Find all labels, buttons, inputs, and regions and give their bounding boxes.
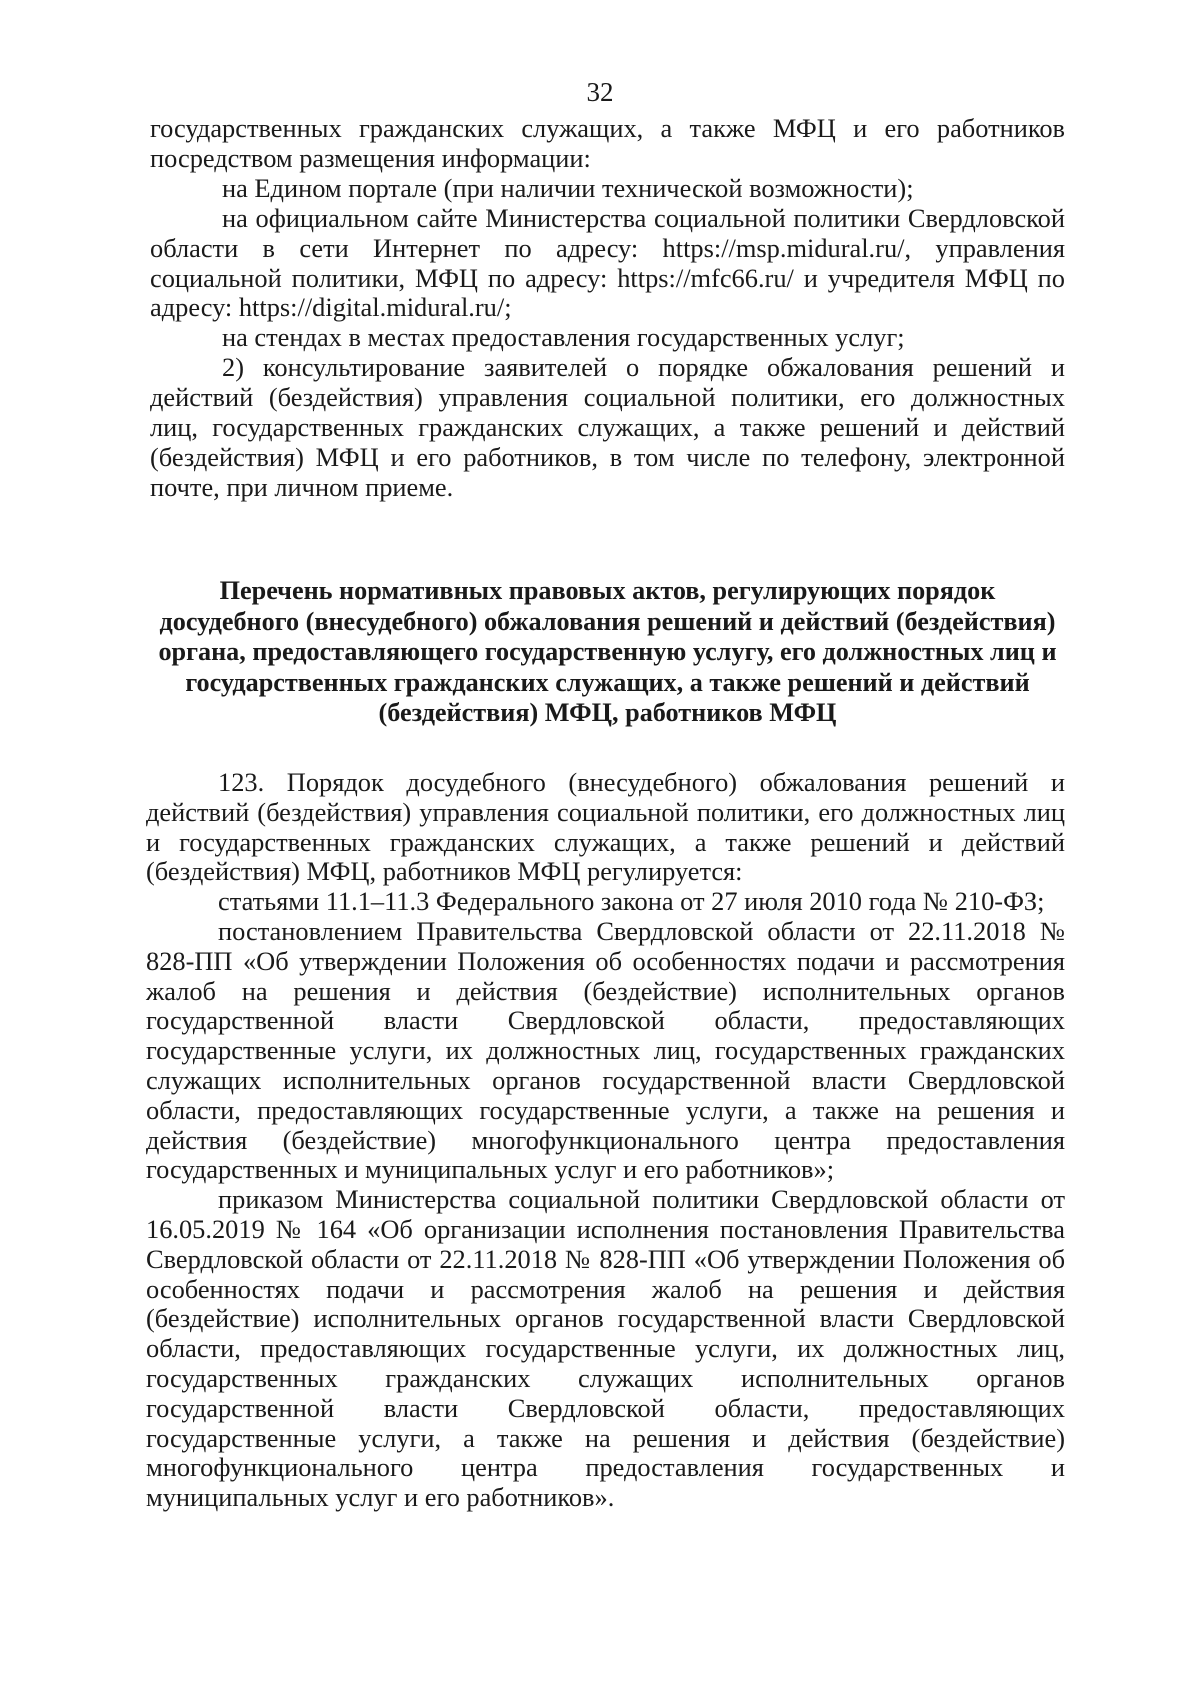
page-number: 32 <box>586 77 614 107</box>
legal-act-federal-law: статьями 11.1–11.3 Федерального закона от 27 июля 2010 года № 210-ФЗ; <box>218 886 1045 917</box>
intro-continuation-paragraph: государственных гражданских служащих, а также МФЦ и его работников посредством размещения информации: <box>150 113 1065 173</box>
section-heading: Перечень нормативных правовых актов, регулирующих порядок досудебного (внесудебного) обжалования решений и действий (бездействия) органа, предоставляющего государственную услугу, его должностных лиц и государственных гражданских служащих, а также решений и действий (бездействия) МФЦ, работников МФЦ <box>158 576 1057 727</box>
intro-item-consultation: 2) консультирование заявителей о порядке обжалования решений и действий (бездействия) управления социальной политики, его должностных лиц, государственных гражданских служащих, а также решений и действий (бездействия) МФЦ и его работников, в том числе по телефону, электронной почте, при личном приеме. <box>150 352 1065 502</box>
intro-item-stands: на стендах в местах предоставления государственных услуг; <box>222 322 905 353</box>
paragraph-123-lead: 123. Порядок досудебного (внесудебного) обжалования решений и действий (бездействия) управления социальной политики, его должностных лиц и государственных гражданских служащих, а также решений и действий (бездействия) МФЦ, работников МФЦ регулируется: <box>146 767 1065 887</box>
legal-act-government-resolution: постановлением Правительства Свердловской области от 22.11.2018 № 828-ПП «Об утверждении Положения об особенностях подачи и рассмотрения жалоб на решения и действия (бездействие) исполнительных органов государственной власти Свердловской области, предоставляющих государственные услуги, их должностных лиц, государственных гражданских служащих исполнительных органов государственной власти Свердловской области, предоставляющих государственные услуги, а также на решения и действия (бездействие) многофункционального центра предоставления государственных и муниципальных услуг и его работников»; <box>146 915 1065 1185</box>
legal-act-ministry-order: приказом Министерства социальной политики Свердловской области от 16.05.2019 № 164 «Об организации исполнения постановления Правительства Свердловской области от 22.11.2018 № 828-ПП «Об утверждении Положения об особенностях подачи и рассмотрения жалоб на решения и действия (бездействие) исполнительных органов государственной власти Свердловской области, предоставляющих государственные услуги, их должностных лиц, государственных гражданских служащих исполнительных органов государственной власти Свердловской области, предоставляющих государственные услуги, а также на решения и действия (бездействие) многофункционального центра предоставления государственных и муниципальных услуг и его работников». <box>146 1184 1065 1513</box>
intro-section <box>150 114 1065 503</box>
intro-item-portal: на Едином портале (при наличии технической возможности); <box>222 172 914 203</box>
intro-item-websites: на официальном сайте Министерства социальной политики Свердловской области в сети Интернет по адресу: https://msp.midural.ru/, управления социальной политики, МФЦ по адресу: https://mfc66.ru/ и учредителя МФЦ по адресу: https://digital.midural.ru/; <box>150 202 1065 323</box>
section-body <box>146 768 1065 1513</box>
